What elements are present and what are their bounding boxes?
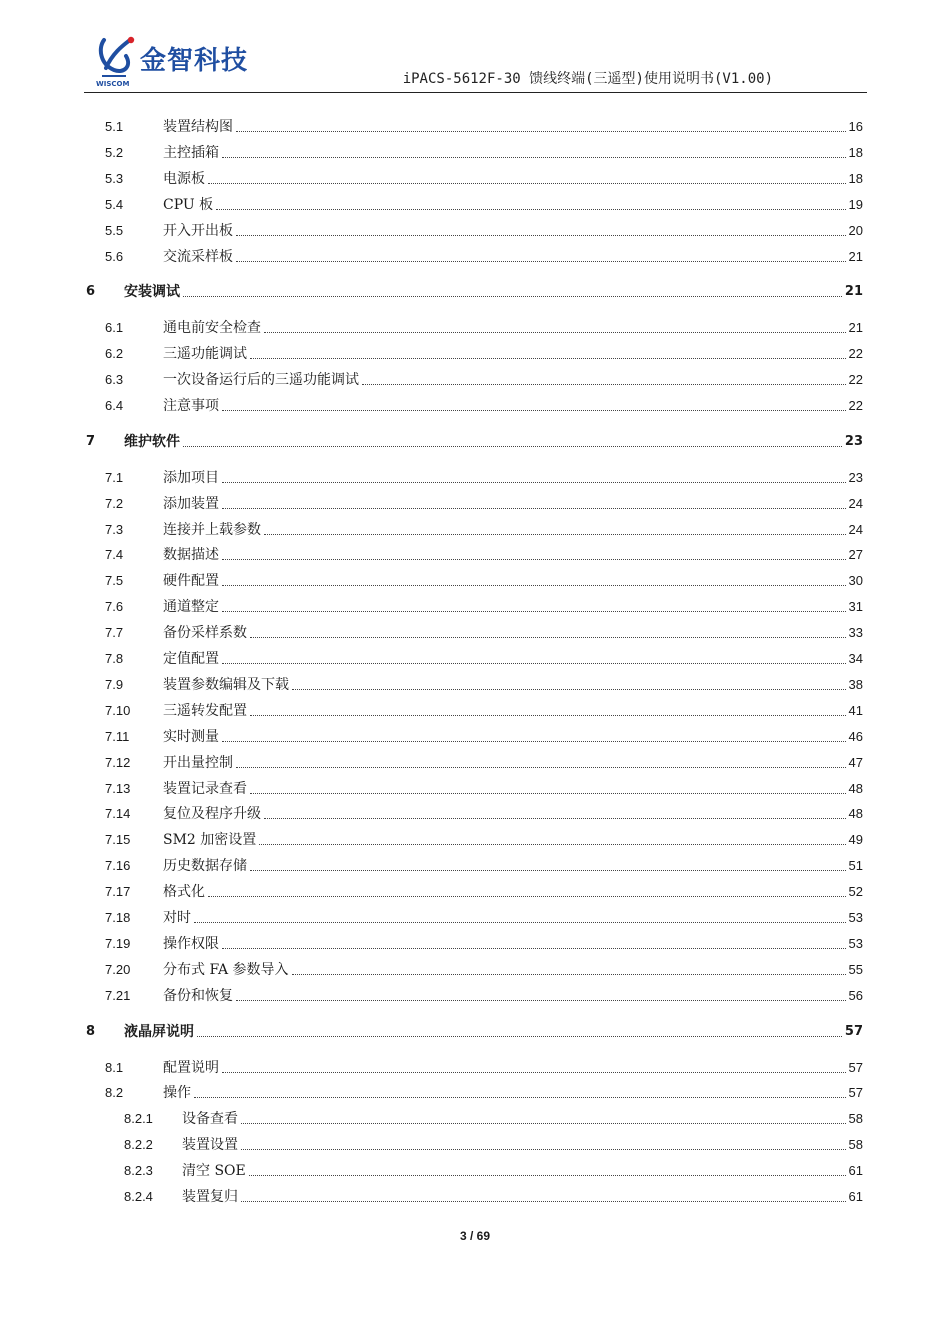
toc-entry-number: 7.9 [105,677,124,692]
toc-entry[interactable] [105,882,863,902]
toc-entry[interactable] [105,701,863,721]
toc-dot-leader [241,1148,846,1150]
toc-entry[interactable] [105,908,863,928]
toc-entry-title: 分布式 FA 参数导入 [163,960,292,980]
toc-entry[interactable] [105,1083,863,1103]
toc-entry-title: 安装调试 [124,282,183,302]
toc-entry-number: 6.1 [105,320,124,335]
toc-dot-leader [183,445,842,447]
toc-entry[interactable] [105,649,863,669]
toc-entry-title: 历史数据存储 [163,856,250,876]
toc-entry-title: 装置结构图 [163,117,236,137]
toc-dot-leader [208,182,846,184]
toc-entry-number: 6.3 [105,372,124,387]
toc-dot-leader [249,1174,846,1176]
page-number: 3 / 69 [459,1229,491,1243]
toc-entry-number: 7.15 [105,832,131,847]
toc-entry-number: 5.2 [105,145,124,160]
toc-entry-title: 电源板 [163,169,208,189]
toc-dot-leader [236,999,846,1001]
toc-entry[interactable] [105,623,863,643]
toc-entry-number: 7.3 [105,522,124,537]
toc-dot-leader [222,558,846,560]
toc-entry-page: 55 [848,962,863,977]
toc-dot-leader [250,714,846,716]
toc-entry[interactable] [105,494,863,514]
toc-entry-number: 7.6 [105,599,124,614]
toc-entry-title: 注意事项 [163,396,222,416]
toc-entry-number: 5.5 [105,223,124,238]
toc-entry-page: 46 [848,729,863,744]
toc-entry-page: 23 [848,470,863,485]
toc-dot-leader [236,260,846,262]
toc-entry-page: 53 [848,910,863,925]
toc-dot-leader [292,688,846,690]
toc-dot-leader [259,843,845,845]
toc-dot-leader [222,584,846,586]
toc-entry-title: 装置参数编辑及下载 [163,675,292,695]
toc-entry-page: 57 [848,1085,863,1100]
toc-entry-page: 19 [848,197,863,212]
toc-entry[interactable] [105,468,863,488]
logo-subtext: WISCOM [96,80,130,88]
toc-dot-leader [241,1200,846,1202]
toc-entry-number: 7.20 [105,962,131,977]
toc-entry-number: 7.17 [105,884,131,899]
toc-entry[interactable] [105,830,863,850]
toc-entry-title: 清空 SOE [182,1161,249,1181]
toc-entry-title: 操作 [163,1083,194,1103]
toc-entry-title: 添加装置 [163,494,222,514]
toc-entry-title: SM2 加密设置 [163,830,259,850]
toc-entry[interactable] [105,727,863,747]
toc-dot-leader [264,817,846,819]
toc-entry-page: 18 [848,145,863,160]
toc-entry-number: 7.11 [105,729,130,744]
toc-entry[interactable] [105,117,863,137]
toc-dot-leader [362,383,846,385]
toc-entry[interactable] [105,597,863,617]
toc-entry-title: 格式化 [163,882,208,902]
toc-entry-page: 23 [844,434,863,449]
toc-dot-leader [216,208,845,210]
toc-entry-title: 开入开出板 [163,221,236,241]
toc-entry[interactable] [124,1161,863,1181]
company-logo [96,34,266,88]
toc-entry-title: 装置记录查看 [163,779,250,799]
toc-entry-number: 7.16 [105,858,131,873]
toc-entry[interactable] [86,282,863,302]
toc-entry-title: 操作权限 [163,934,222,954]
toc-entry-number: 6 [86,284,96,299]
toc-entry-page: 31 [848,599,863,614]
toc-entry-number: 7.7 [105,625,124,640]
toc-entry[interactable] [105,143,863,163]
toc-entry-page: 48 [848,806,863,821]
toc-entry-number: 6.2 [105,346,124,361]
toc-entry-page: 33 [848,625,863,640]
toc-entry[interactable] [105,960,863,980]
toc-dot-leader [222,409,846,411]
toc-entry[interactable] [105,396,863,416]
toc-dot-leader [250,636,846,638]
toc-entry[interactable] [105,856,863,876]
toc-entry-number: 7 [86,434,96,449]
toc-entry-number: 8.2 [105,1085,124,1100]
toc-entry[interactable] [105,779,863,799]
toc-entry-number: 5.6 [105,249,124,264]
wiscom-logo-icon [96,34,136,82]
toc-dot-leader [197,1035,842,1037]
toc-dot-leader [250,357,846,359]
toc-entry-page: 24 [848,496,863,511]
toc-entry[interactable] [124,1109,863,1129]
toc-dot-leader [292,973,846,975]
toc-entry-number: 7.2 [105,496,124,511]
toc-entry-title: 液晶屏说明 [124,1022,197,1042]
toc-entry-title: 备份和恢复 [163,986,236,1006]
document-title: iPACS-5612F-30 馈线终端(三遥型)使用说明书(V1.00) [402,71,773,87]
toc-entry-number: 8 [86,1024,96,1039]
toc-dot-leader [183,295,842,297]
toc-dot-leader [222,1071,846,1073]
toc-dot-leader [236,130,846,132]
toc-entry-page: 30 [848,573,863,588]
toc-dot-leader [222,740,846,742]
toc-entry-number: 8.2.4 [124,1189,153,1204]
toc-entry-title: 三遥转发配置 [163,701,250,721]
toc-entry-title: 设备查看 [182,1109,241,1129]
toc-entry-page: 53 [848,936,863,951]
toc-entry-number: 7.5 [105,573,124,588]
toc-entry-title: 定值配置 [163,649,222,669]
page-header [84,28,867,93]
toc-entry-page: 51 [848,858,863,873]
toc-entry-title: 对时 [163,908,194,928]
toc-entry[interactable] [105,986,863,1006]
toc-dot-leader [264,331,846,333]
toc-entry-title: 添加项目 [163,468,222,488]
toc-entry-title: 连接并上载参数 [163,520,264,540]
toc-dot-leader [222,156,846,158]
toc-entry[interactable] [105,675,863,695]
toc-entry-title: 一次设备运行后的三遥功能调试 [163,370,362,390]
toc-entry-title: 数据描述 [163,545,222,565]
toc-entry[interactable] [105,545,863,565]
toc-entry-page: 27 [848,547,863,562]
toc-dot-leader [250,869,846,871]
toc-entry-page: 21 [844,284,863,299]
toc-entry[interactable] [105,169,863,189]
toc-entry-title: 开出量控制 [163,753,236,773]
toc-entry-page: 56 [848,988,863,1003]
toc-entry-number: 7.21 [105,988,131,1003]
toc-entry-title: 通道整定 [163,597,222,617]
toc-entry[interactable] [105,571,863,591]
toc-dot-leader [236,766,846,768]
toc-entry-number: 8.2.2 [124,1137,153,1152]
toc-entry-title: 交流采样板 [163,247,236,267]
toc-entry[interactable] [105,221,863,241]
logo-text: 金智科技 [140,46,249,76]
toc-entry-number: 8.2.3 [124,1163,153,1178]
toc-dot-leader [250,792,846,794]
toc-entry[interactable] [105,344,863,364]
toc-entry-title: 主控插箱 [163,143,222,163]
toc-dot-leader [264,533,846,535]
toc-entry[interactable] [105,247,863,267]
toc-entry-title: 配置说明 [163,1058,222,1078]
toc-entry-number: 5.3 [105,171,124,186]
toc-entry-number: 7.4 [105,547,124,562]
toc-dot-leader [222,610,846,612]
toc-dot-leader [222,481,846,483]
toc-entry-number: 7.18 [105,910,131,925]
toc-dot-leader [194,1096,846,1098]
toc-entry-page: 38 [848,677,863,692]
toc-dot-leader [208,895,846,897]
toc-entry-number: 7.14 [105,806,131,821]
toc-entry[interactable] [105,934,863,954]
toc-dot-leader [236,234,846,236]
toc-entry[interactable] [124,1135,863,1155]
toc-entry-page: 49 [848,832,863,847]
toc-entry-number: 6.4 [105,398,124,413]
toc-entry[interactable] [124,1187,863,1207]
toc-entry-number: 7.1 [105,470,124,485]
toc-entry-title: 备份采样系数 [163,623,250,643]
toc-entry-number: 7.19 [105,936,131,951]
toc-entry-page: 16 [848,119,863,134]
toc-entry-number: 7.12 [105,755,131,770]
toc-entry[interactable] [105,753,863,773]
toc-dot-leader [194,921,846,923]
toc-entry-number: 7.10 [105,703,131,718]
toc-entry[interactable] [105,520,863,540]
toc-entry-page: 41 [848,703,863,718]
toc-entry-title: 三遥功能调试 [163,344,250,364]
toc-entry-page: 18 [848,171,863,186]
toc-entry-page: 22 [848,398,863,413]
toc-entry-page: 61 [848,1163,863,1178]
toc-entry-page: 22 [848,372,863,387]
toc-entry-page: 21 [848,249,863,264]
toc-entry-page: 52 [848,884,863,899]
toc-entry-title: CPU 板 [163,195,216,215]
toc-dot-leader [222,662,846,664]
toc-entry-page: 57 [844,1024,863,1039]
toc-entry[interactable] [105,195,863,215]
toc-entry-title: 通电前安全检查 [163,318,264,338]
toc-entry-number: 8.2.1 [124,1111,153,1126]
toc-entry-number: 5.1 [105,119,124,134]
toc-entry-page: 24 [848,522,863,537]
toc-entry-title: 实时测量 [163,727,222,747]
toc-entry-page: 58 [848,1111,863,1126]
toc-entry-title: 维护软件 [124,432,183,452]
toc-entry-number: 7.13 [105,781,131,796]
toc-entry-page: 21 [848,320,863,335]
toc-dot-leader [222,507,846,509]
toc-entry[interactable] [105,370,863,390]
toc-entry-page: 47 [848,755,863,770]
toc-dot-leader [222,947,846,949]
toc-entry-title: 复位及程序升级 [163,804,264,824]
toc-entry-number: 8.1 [105,1060,124,1075]
toc-entry[interactable] [105,1058,863,1078]
toc-entry-title: 硬件配置 [163,571,222,591]
toc-entry[interactable] [86,1022,863,1042]
toc-entry-page: 34 [848,651,863,666]
toc-entry[interactable] [105,804,863,824]
toc-entry-page: 58 [848,1137,863,1152]
toc-entry-page: 61 [848,1189,863,1204]
toc-entry-number: 5.4 [105,197,124,212]
toc-entry[interactable] [86,432,863,452]
toc-entry-title: 装置设置 [182,1135,241,1155]
toc-entry-page: 20 [848,223,863,238]
toc-entry-page: 57 [848,1060,863,1075]
toc-dot-leader [241,1122,846,1124]
toc-entry-number: 7.8 [105,651,124,666]
toc-entry-page: 22 [848,346,863,361]
toc-entry-title: 装置复归 [182,1187,241,1207]
toc-entry-page: 48 [848,781,863,796]
toc-entry[interactable] [105,318,863,338]
